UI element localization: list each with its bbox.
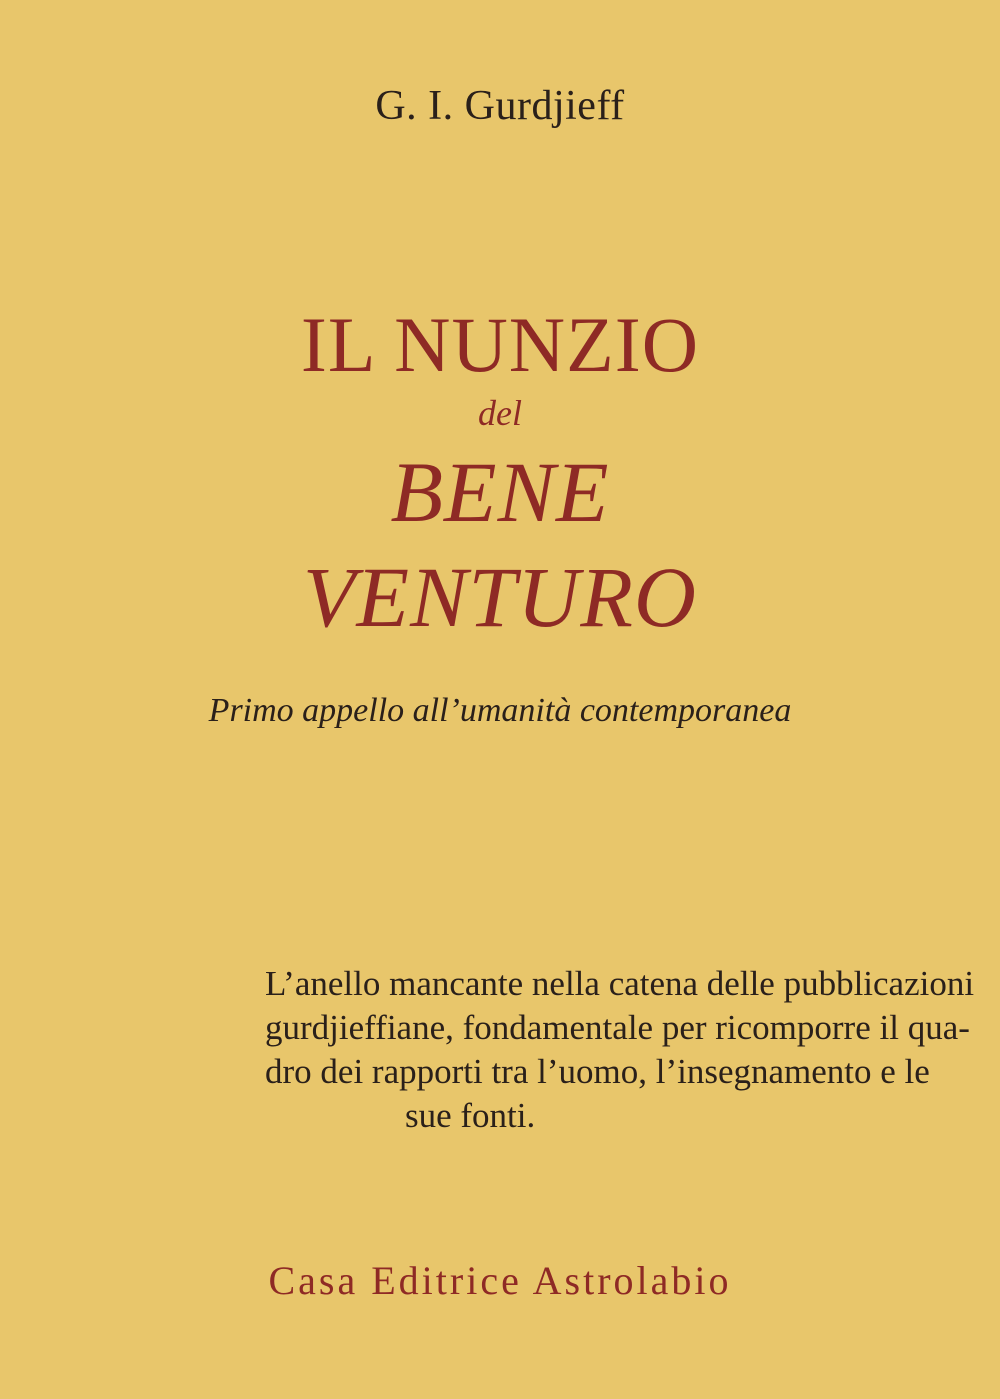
subtitle: Primo appello all’umanità contemporanea: [208, 692, 792, 729]
title-line-1: IL NUNZIO: [300, 301, 700, 388]
blurb-line-1: L’anello mancante nella catena delle pubblicazioni: [265, 964, 975, 1003]
blurb-line-2: gurdjieffiane, fondamentale per ricomporre il qua-: [265, 1008, 970, 1047]
author-name: G. I. Gurdjieff: [375, 83, 625, 129]
blurb-line-4: sue fonti.: [405, 1096, 536, 1135]
title-line-3: VENTURO: [303, 549, 697, 645]
publisher-name: Casa Editrice Astrolabio: [268, 1258, 732, 1303]
title-line-2: BENE: [390, 444, 610, 540]
blurb: [265, 962, 975, 1138]
title-connector: del: [478, 393, 522, 433]
blurb-line-3: dro dei rapporti tra l’uomo, l’insegnamento e le: [265, 1052, 930, 1091]
